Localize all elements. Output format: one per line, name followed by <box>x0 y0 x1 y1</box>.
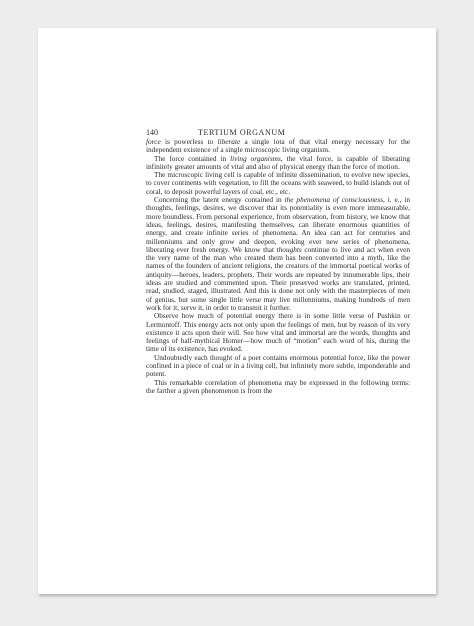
text-run: a single iota of that vital energy necessary for the independent existence of a single microscopic living organism. <box>146 137 410 155</box>
emphasis-text: living organisms, <box>230 153 283 163</box>
body-text <box>146 138 410 395</box>
page-text-block <box>146 128 410 395</box>
text-run: Observe how much of potential energy there is in some little verse of Pushkin or Lermontoff. This energy acts not only upon the feelings of men, but by reason of its very existence it acts upon their will. See how vital and immortal are the words, thoughts and feelings of half-mythical Homer—how much of “motion” each word of his, during the time of its existence, has evoked. <box>146 311 410 354</box>
paragraph <box>146 379 410 396</box>
text-run: The force contained in <box>154 153 231 163</box>
text-run: This remarkable correlation of phenomena may be expressed in the following terms: the farther a given phenomenon is from the <box>146 377 410 395</box>
running-title: TERTIUM ORGANUM <box>198 128 286 137</box>
book-page <box>38 28 436 594</box>
text-run: The microscopic living cell is capable of infinite dissemination, to evolve new species, to cover continents with vegetation, to fill the oceans with seaweed, to build islands out of coral, to deposit powerful layers of coal, etc., etc. <box>146 170 410 196</box>
paragraph <box>146 354 410 379</box>
paragraph <box>146 196 410 312</box>
text-run: the vital force, is capable of liberating infinitely greater amounts of vital and also of physical energy than the force of motion. <box>146 153 410 171</box>
paragraph <box>146 155 410 172</box>
emphasis-text: the phenomena of consciousness, <box>284 195 385 205</box>
emphasis-text: thoughts <box>276 244 302 254</box>
page-number: 140 <box>146 128 158 137</box>
text-run: is powerless <box>160 137 208 146</box>
paragraph <box>146 312 410 353</box>
page-header <box>146 128 410 137</box>
emphasis-text: force <box>146 137 161 146</box>
text-run: Undoubtedly each thought of a poet contains enormous potential force, like the power confined in a piece of coal or in a living cell, but infinitely more subtle, imponderable and potent. <box>146 352 410 379</box>
paragraph <box>146 138 410 155</box>
text-run: continue to live and act when even the very name of the man who created them has been converted into a myth, like the names of the founders of ancient religions, the creators of the immortal poetical works of antiquity—heroes, leaders, prophets. Their words are repeated by innumerable lips, their ideas are studied and commented upon. Their preserved works are translated, printed, read, studied, staged, illustrated. And this is done not only with the masterpieces of men of genius, but some single little verse may live millenniums, making hundreds of men work for it, serve it, in order to transmit it further. <box>146 244 410 312</box>
text-run: Concerning the latent energy contained in <box>154 195 285 205</box>
emphasis-text: to liberate <box>207 137 241 146</box>
paragraph <box>146 171 410 196</box>
text-run: i. e., in thoughts, feelings, desires, we discover that its potentiality is even more immeasurable, more boundless. From personal experience, from observation, from history, we know that ideas, feelings, desires, manifesting themselves, can liberate enormous quantities of energy, and create infinite series of phenomena. An idea can act for centuries and millenniums and only grow and deepen, evoking ever new series of phenomena, liberating ever fresh energy. We know that <box>146 195 411 254</box>
